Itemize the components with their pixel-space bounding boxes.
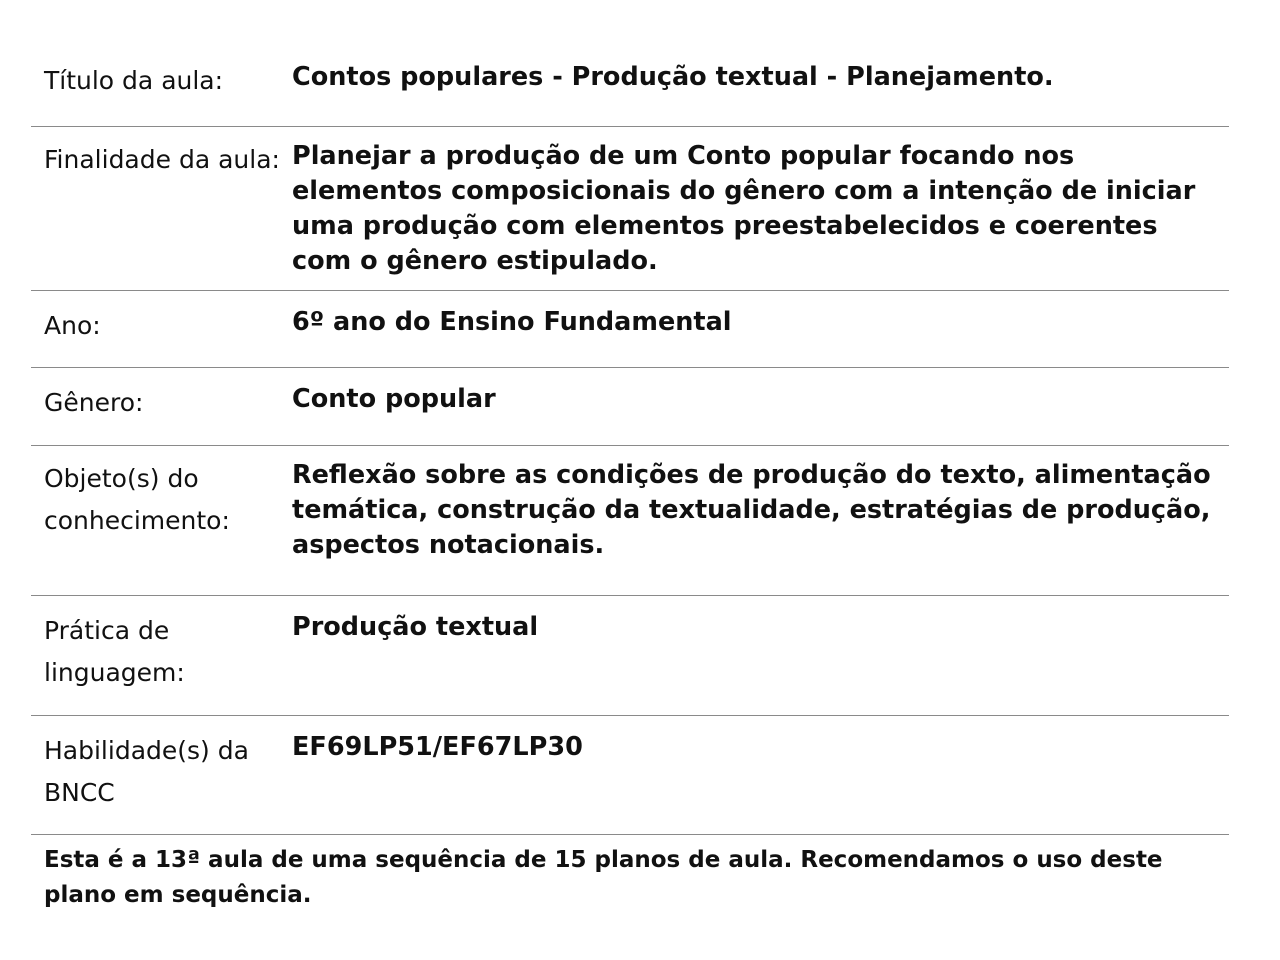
row-value-finalidade: Planejar a produção de um Conto popular focando nos elementos composicionais do gênero com a intenção de iniciar uma produção com elementos preestabelecidos e coerentes com o gênero estipulado.: [292, 141, 1196, 276]
row-label-objeto: Objeto(s) do conhecimento:: [44, 464, 230, 535]
row-value-habilidade: EF69LP51/EF67LP30: [292, 732, 583, 762]
row-label-finalidade: Finalidade da aula:: [44, 145, 280, 174]
table-row-ano: [31, 291, 1229, 368]
table-row-titulo: [31, 48, 1229, 127]
row-label-pratica: Prática de linguagem:: [44, 616, 185, 687]
table-row-habilidade: [31, 716, 1229, 835]
row-value-pratica: Produção textual: [292, 612, 539, 642]
table-row-genero: [31, 368, 1229, 446]
lesson-info-table: [31, 48, 1229, 835]
row-label-habilidade: Habilidade(s) da BNCC: [44, 736, 249, 807]
table-row-objeto: [31, 446, 1229, 596]
sequence-note: Esta é a 13ª aula de uma sequência de 15 planos de aula. Recomendamos o uso deste plano em sequência.: [44, 847, 1163, 908]
row-label-genero: Gênero:: [44, 388, 144, 417]
row-value-genero: Conto popular: [292, 384, 496, 414]
table-row-pratica: [31, 596, 1229, 716]
row-label-ano: Ano:: [44, 311, 101, 340]
row-label-titulo: Título da aula:: [44, 66, 224, 95]
row-value-titulo: Contos populares - Produção textual - Planejamento.: [292, 62, 1054, 92]
table-row-finalidade: [31, 127, 1229, 291]
row-value-ano: 6º ano do Ensino Fundamental: [292, 307, 732, 337]
row-value-objeto: Reflexão sobre as condições de produção do texto, alimentação temática, construção da textualidade, estratégias de produção, aspectos notacionais.: [292, 460, 1211, 560]
